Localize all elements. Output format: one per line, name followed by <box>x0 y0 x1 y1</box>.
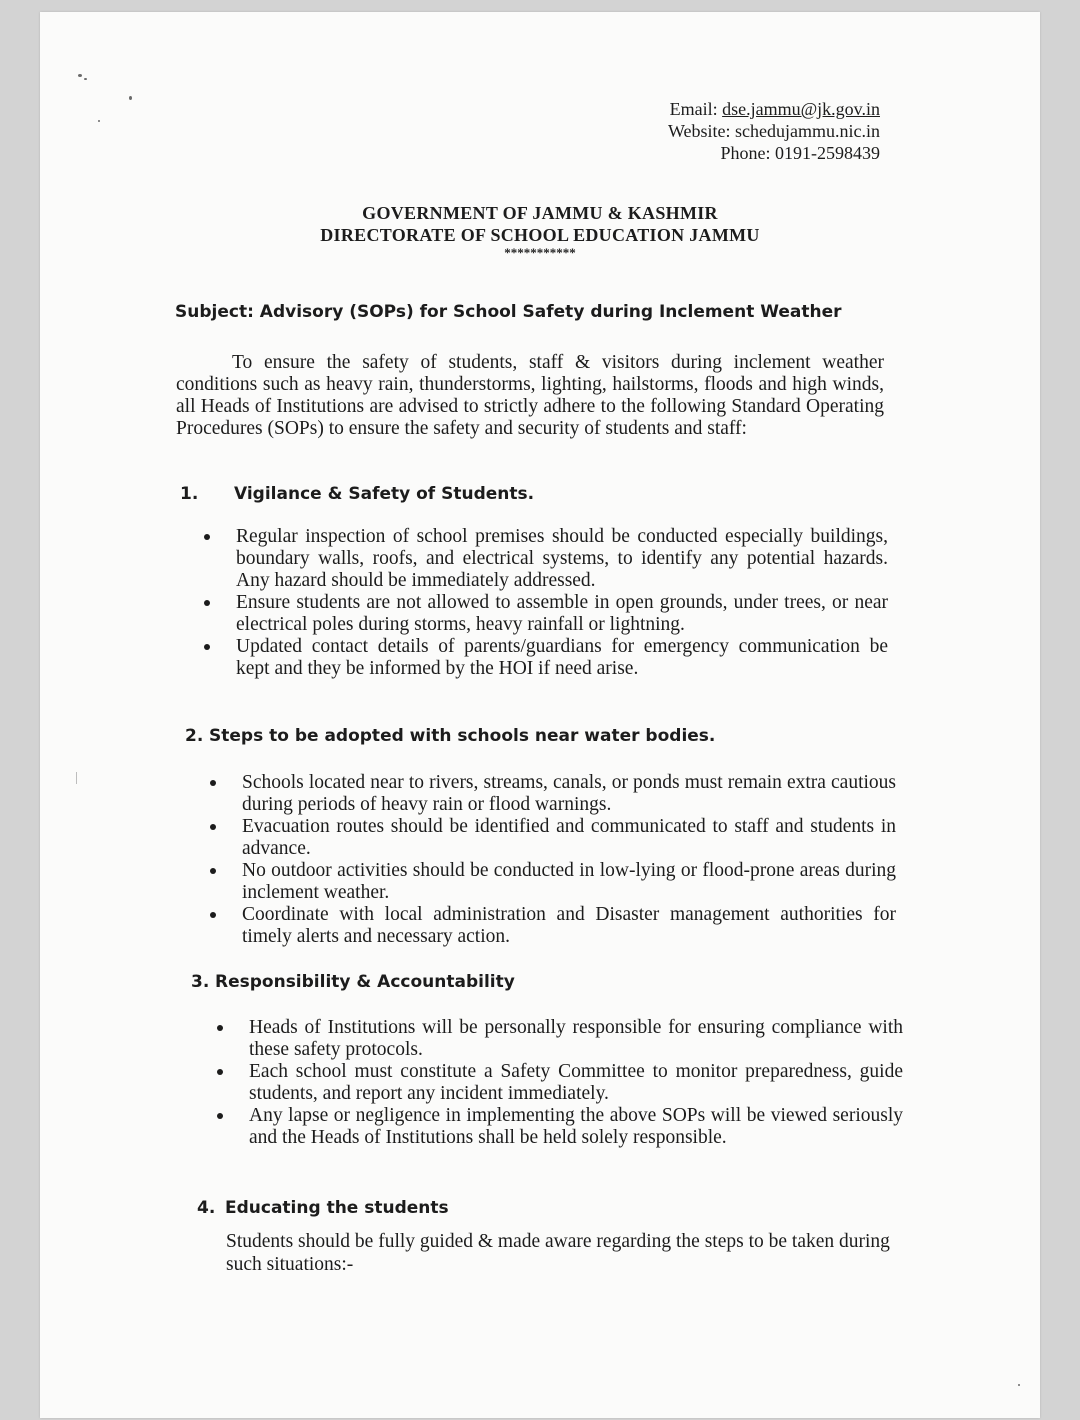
email-label: Email: <box>669 99 718 119</box>
list-item <box>208 904 896 948</box>
list-item-text: Schools located near to rivers, streams, canals, or ponds must remain extra cautious during periods of heavy rain or flood warnings. <box>242 772 896 815</box>
section-1-list <box>202 526 888 680</box>
section-2-heading <box>185 726 715 746</box>
contact-phone: Phone: 0191-2598439 <box>720 143 880 163</box>
contact-email-line <box>668 98 880 120</box>
bullet-icon <box>210 912 216 918</box>
section-3-heading <box>191 972 515 992</box>
section-4-paragraph: Students should be fully guided & made aware regarding the steps to be taken during such situations:- <box>226 1231 890 1275</box>
list-item <box>208 860 896 904</box>
section-3-list <box>215 1017 903 1149</box>
bullet-icon <box>217 1113 223 1119</box>
section-title: Vigilance & Safety of Students. <box>234 484 535 504</box>
list-item <box>208 816 896 860</box>
section-4-heading <box>197 1198 449 1218</box>
contact-website: Website: schedujammu.nic.in <box>667 121 880 141</box>
bullet-icon <box>210 824 216 830</box>
section-title: Steps to be adopted with schools near water bodies. <box>209 726 716 746</box>
list-item <box>202 592 888 636</box>
list-item-text: Updated contact details of parents/guardians for emergency communication be kept and they be informed by the HOI if need arise. <box>236 636 888 679</box>
intro-paragraph: To ensure the safety of students, staff & visitors during inclement weather conditions such as heavy rain, thunderstorms, lighting, hailstorms, floods and high winds, all Heads of Institutions are advised to strictly adhere to the following Standard Operating Procedures (SOPs) to ensure the safety and security of students and staff: <box>176 352 884 439</box>
bullet-icon <box>204 644 210 650</box>
bullet-icon <box>204 600 210 606</box>
document-page <box>40 12 1040 1418</box>
section-number: 1. <box>180 484 199 504</box>
list-item-text: Heads of Institutions will be personally responsible for ensuring compliance with these safety protocols. <box>249 1017 903 1060</box>
contact-block <box>668 98 880 164</box>
bullet-icon <box>210 868 216 874</box>
section-title: Responsibility & Accountability <box>215 972 515 992</box>
list-item-text: Evacuation routes should be identified and communicated to staff and students in advance. <box>242 816 896 859</box>
list-item <box>215 1017 903 1061</box>
letterhead-government: GOVERNMENT OF JAMMU & KASHMIR <box>362 203 718 223</box>
list-item <box>215 1061 903 1105</box>
section-number: 3. <box>191 972 210 992</box>
section-1-heading <box>180 484 534 504</box>
bullet-icon <box>204 534 210 540</box>
bullet-icon <box>217 1025 223 1031</box>
list-item <box>202 526 888 592</box>
bullet-icon <box>210 780 216 786</box>
letterhead-separator: *********** <box>504 245 576 260</box>
bullet-icon <box>217 1069 223 1075</box>
list-item-text: Each school must constitute a Safety Committee to monitor preparedness, guide students, and report any incident immediately. <box>249 1061 903 1104</box>
subject-line: Subject: Advisory (SOPs) for School Safety during Inclement Weather <box>175 302 842 322</box>
section-title: Educating the students <box>225 1198 449 1218</box>
list-item-text: Regular inspection of school premises should be conducted especially buildings, boundary walls, roofs, and electrical systems, to identify any potential hazards. Any hazard should be immediately addressed. <box>236 526 888 591</box>
list-item-text: Any lapse or negligence in implementing the above SOPs will be viewed seriously and the Heads of Institutions shall be held solely responsible. <box>249 1105 903 1148</box>
letterhead <box>40 202 1040 260</box>
section-2-list <box>208 772 896 948</box>
list-item <box>208 772 896 816</box>
list-item-text: No outdoor activities should be conducted in low-lying or flood-prone areas during inclement weather. <box>242 860 896 903</box>
section-number: 4. <box>197 1198 216 1218</box>
list-item <box>215 1105 903 1149</box>
list-item-text: Coordinate with local administration and Disaster management authorities for timely alerts and necessary action. <box>242 904 896 947</box>
list-item <box>202 636 888 680</box>
email-link[interactable]: dse.jammu@jk.gov.in <box>722 99 880 119</box>
letterhead-directorate: DIRECTORATE OF SCHOOL EDUCATION JAMMU <box>320 225 760 245</box>
section-number: 2. <box>185 726 204 746</box>
list-item-text: Ensure students are not allowed to assemble in open grounds, under trees, or near electrical poles during storms, heavy rainfall or lightning. <box>236 592 888 635</box>
